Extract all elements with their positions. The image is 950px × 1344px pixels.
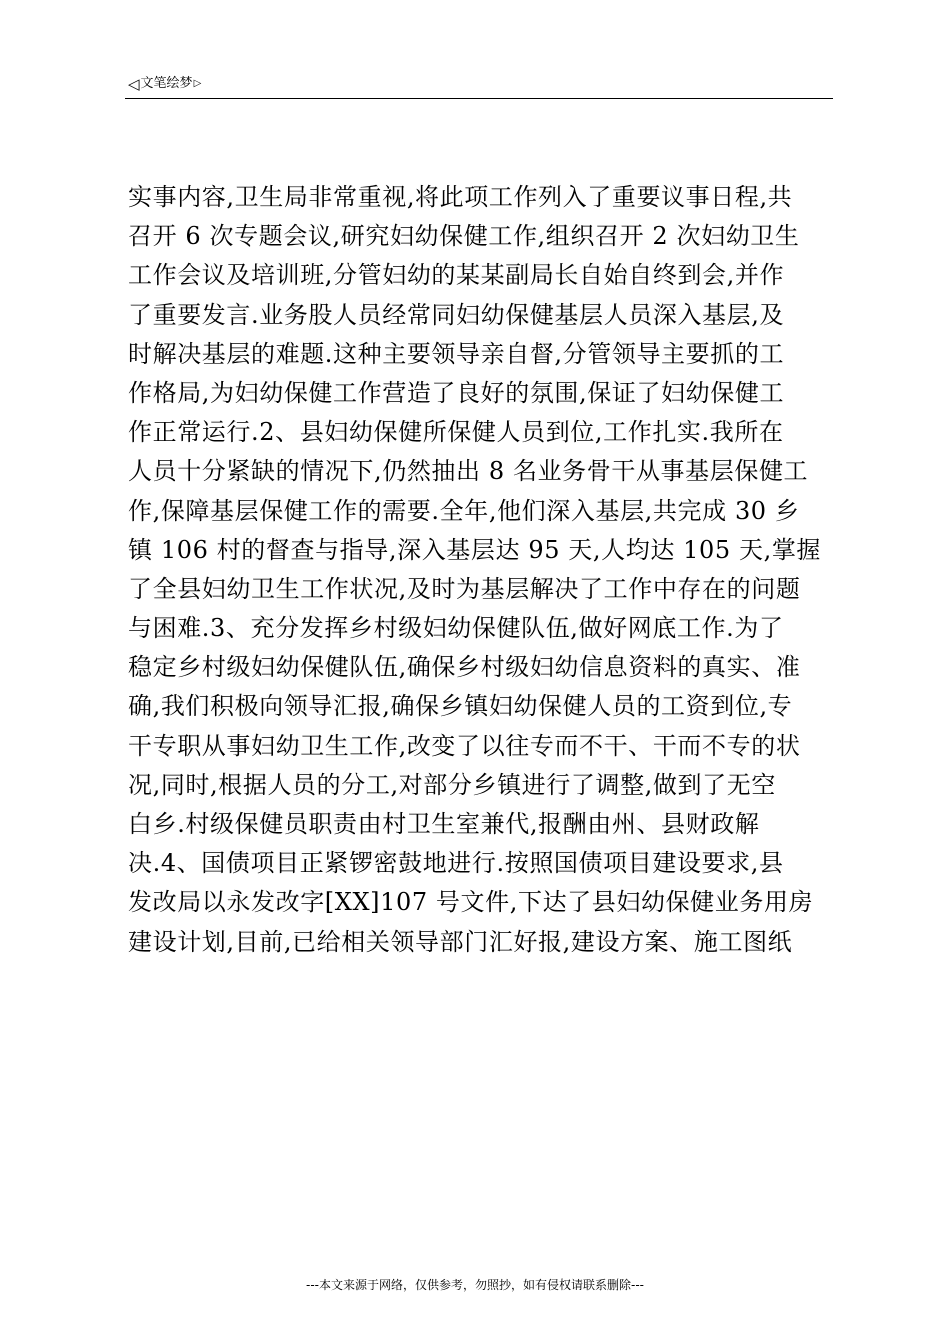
body-line: 了重要发言.业务股人员经常同妇幼保健基层人员深入基层,及 <box>128 300 785 329</box>
body-line: 白乡.村级保健员职责由村卫生室兼代,报酬由州、县财政解 <box>128 810 760 838</box>
body-line: 了全县妇幼卫生工作状况,及时为基层解决了工作中存在的问题 <box>128 574 801 603</box>
body-line: 工作会议及培训班,分管妇幼的某某副局长自始自终到会,并作 <box>128 261 785 290</box>
body-line: 决.4、国债项目正紧锣密鼓地进行.按照国债项目建设要求,县 <box>128 849 784 878</box>
brand-text: 文笔绘梦 <box>140 76 193 91</box>
body-line: 建设计划,目前,已给相关领导部门汇好报,建设方案、施工图纸 <box>128 927 793 956</box>
body-line: 镇 106 村的督查与指导,深入基层达 95 天,人均达 105 天,掌握 <box>128 535 822 564</box>
body-line: 确,我们积极向领导汇报,确保乡镇妇幼保健人员的工资到位,专 <box>128 692 793 721</box>
body-line: 干专职从事妇幼卫生工作,改变了以往专而不干、干而不专的状 <box>128 731 801 760</box>
body-line: 人员十分紧缺的情况下,仍然抽出 8 名业务骨干从事基层保健工 <box>128 457 809 486</box>
body-line: 实事内容,卫生局非常重视,将此项工作列入了重要议事日程,共 <box>128 183 793 211</box>
body-line: 作正常运行.2、县妇幼保健所保健人员到位,工作扎实.我所在 <box>128 418 784 447</box>
body-line: 发改局以永发改字[XX]107 号文件,下达了县妇幼保健业务用房 <box>128 888 814 917</box>
body-line: 况,同时,根据人员的分工,对部分乡镇进行了调整,做到了无空 <box>128 770 776 799</box>
body-line: 稳定乡村级妇幼保健队伍,确保乡村级妇幼信息资料的真实、准 <box>128 653 801 682</box>
triangle-left-icon: ◁ <box>128 75 140 93</box>
page-footer: ---本文来源于网络，仅供参考，勿照抄，如有侵权请联系删除--- <box>306 1278 644 1292</box>
triangle-right-icon: ▷ <box>193 78 202 89</box>
body-line: 与困难.3、充分发挥乡村级妇幼保健队伍,做好网底工作.为了 <box>128 614 784 643</box>
body-line: 作,保障基层保健工作的需要.全年,他们深入基层,共完成 30 乡 <box>128 496 800 525</box>
body-line: 作格局,为妇幼保健工作营造了良好的氛围,保证了妇幼保健工 <box>128 378 785 407</box>
body-line: 时解决基层的难题.这种主要领导亲自督,分管领导主要抓的工 <box>128 339 785 368</box>
page-header <box>125 70 833 99</box>
document-body <box>128 178 838 962</box>
body-line: 召开 6 次专题会议,研究妇幼保健工作,组织召开 2 次妇幼卫生 <box>128 222 800 251</box>
header-brand <box>128 76 201 92</box>
